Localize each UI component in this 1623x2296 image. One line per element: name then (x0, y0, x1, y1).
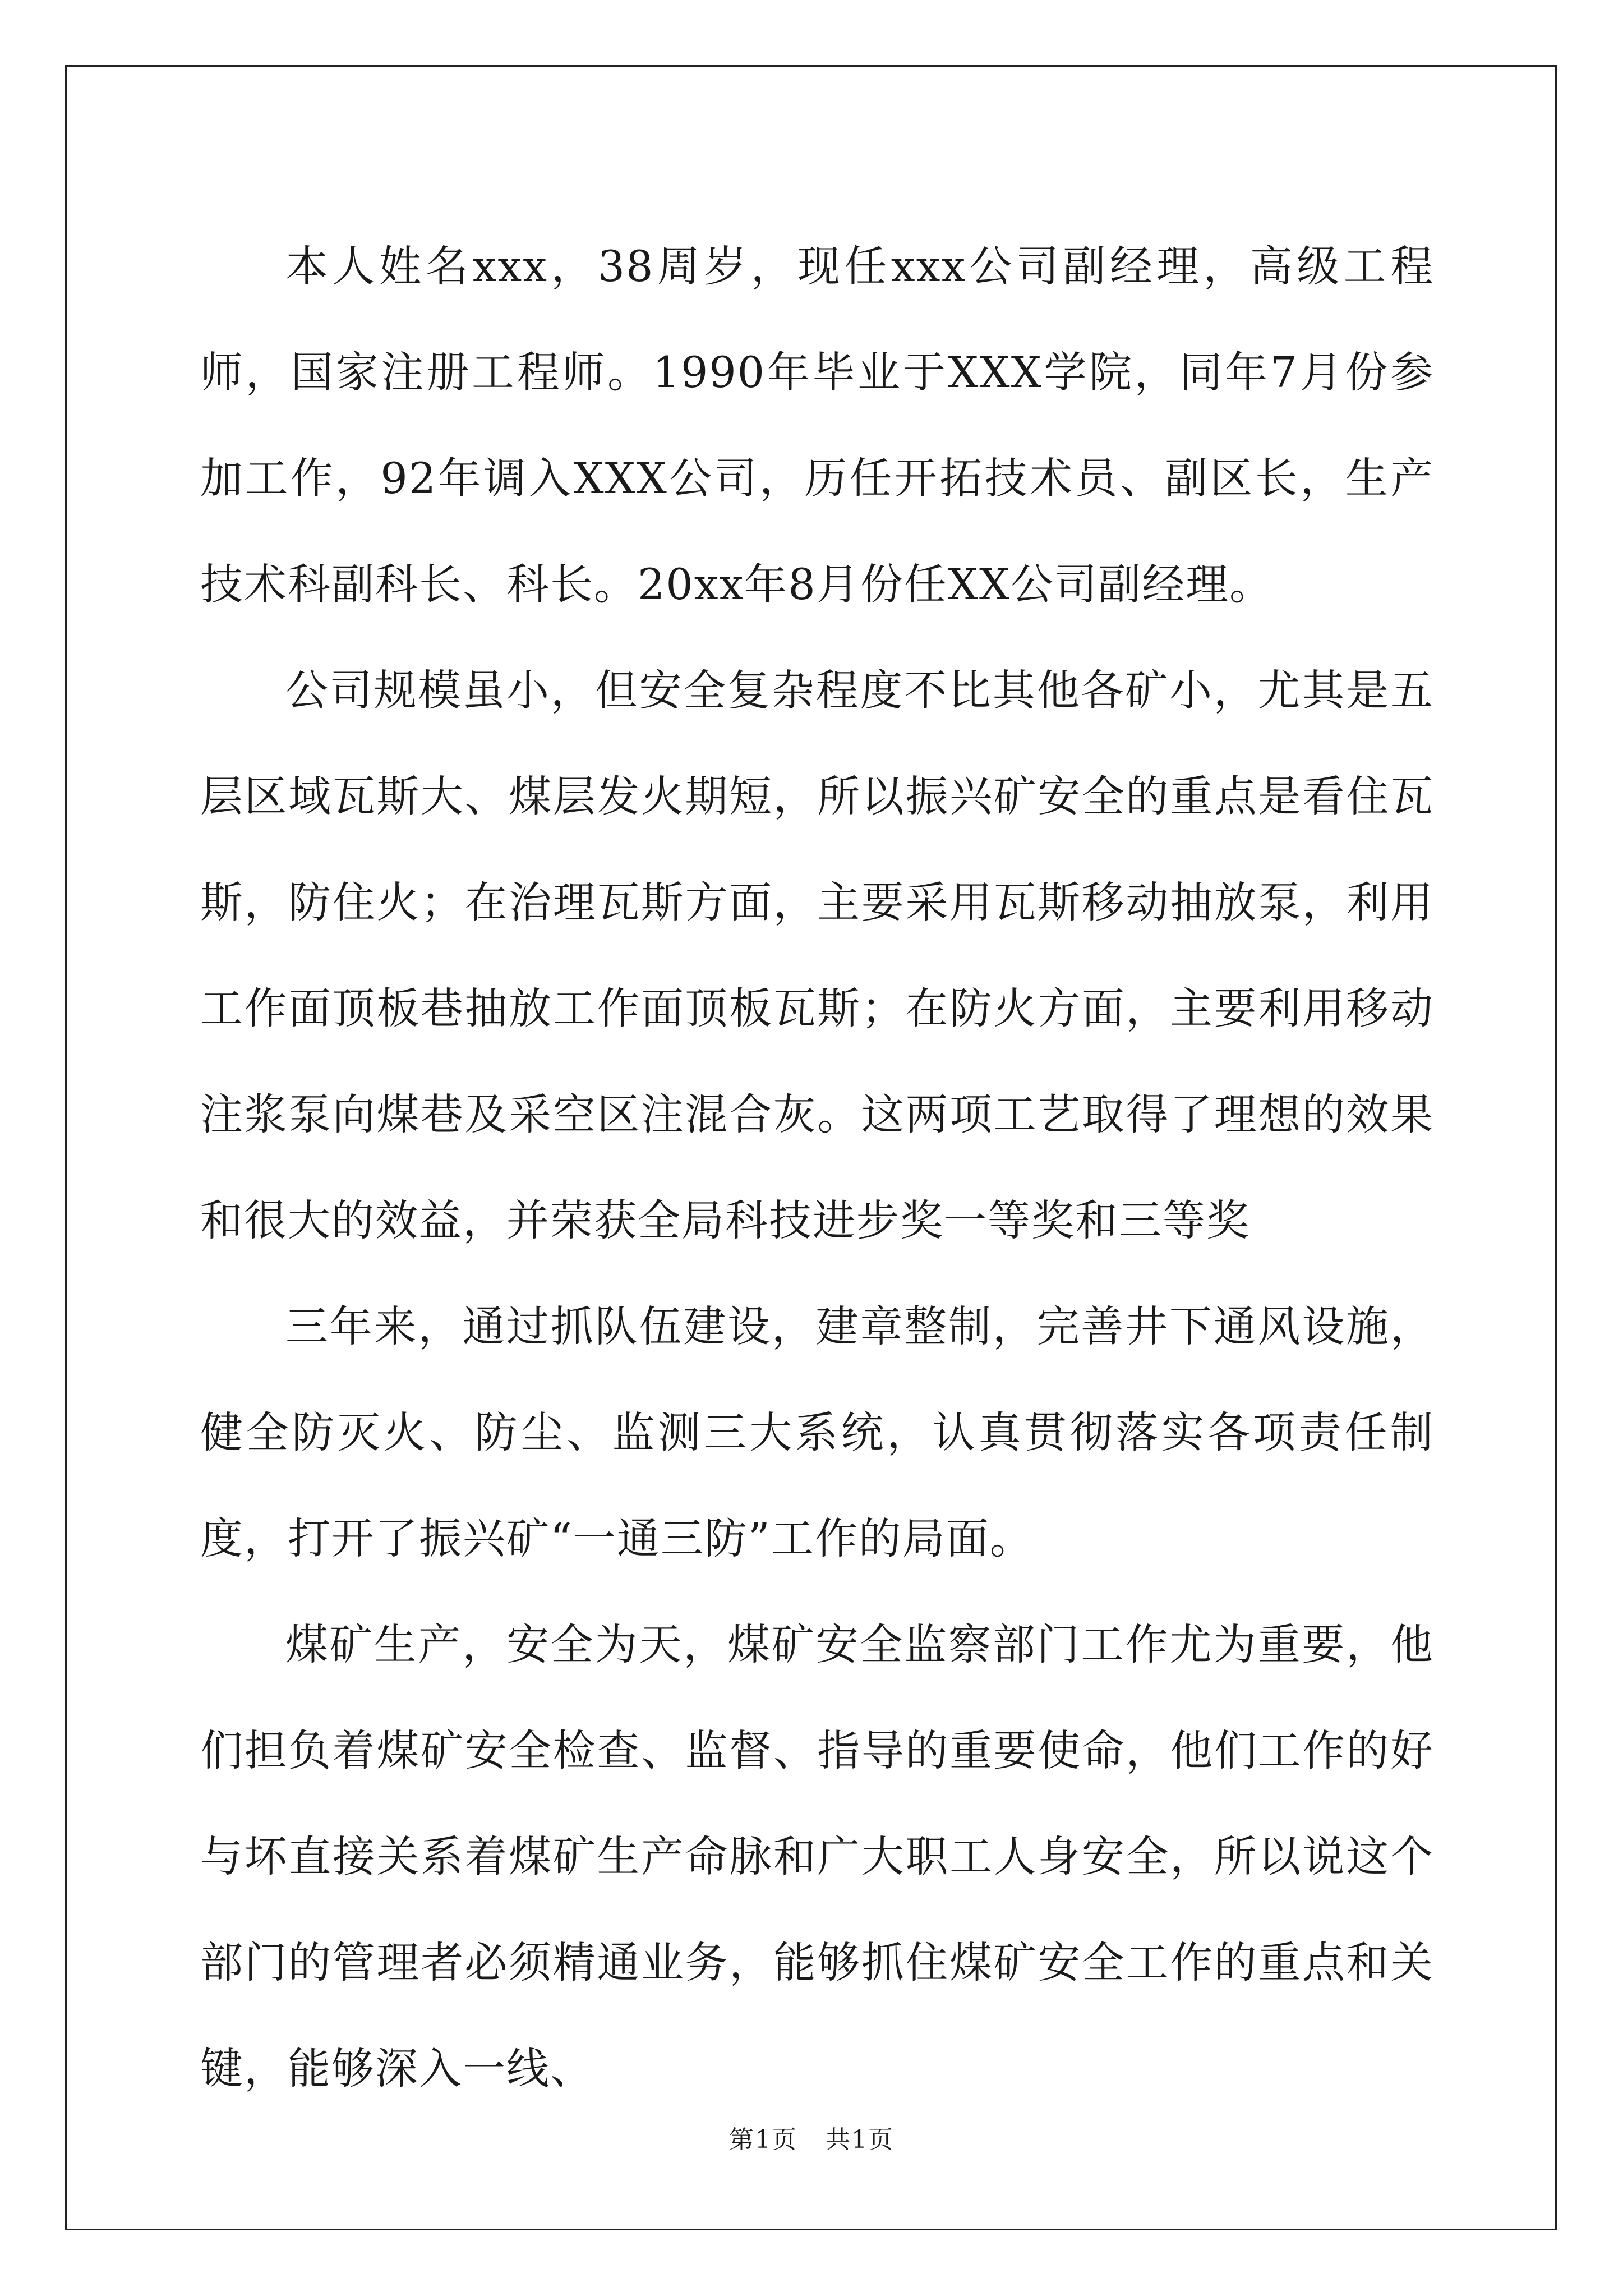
page-number-current: 第1页 (729, 2125, 797, 2154)
page-number-total: 共1页 (826, 2125, 894, 2154)
page-footer (0, 2123, 1623, 2157)
document-body (200, 213, 1434, 2122)
paragraph: 三年来，通过抓队伍建设，建章整制，完善井下通风设施，健全防灭火、防尘、监测三大系统，认真贯彻落实各项责任制度，打开了振兴矿“一通三防”工作的局面。 (200, 1301, 1434, 1563)
paragraph: 公司规模虽小，但安全复杂程度不比其他各矿小，尤其是五层区域瓦斯大、煤层发火期短，所以振兴矿安全的重点是看住瓦斯，防住火；在治理瓦斯方面，主要采用瓦斯移动抽放泵，利用工作面顶板巷抽放工作面顶板瓦斯；在防火方面，主要利用移动注浆泵向煤巷及采空区注混合灰。这两项工艺取得了理想的效果和很大的效益，并荣获全局科技进步奖一等奖和三等奖 (200, 665, 1434, 1245)
paragraph: 煤矿生产，安全为天，煤矿安全监察部门工作尤为重要，他们担负着煤矿安全检查、监督、指导的重要使命，他们工作的好与坏直接关系着煤矿生产命脉和广大职工人身安全，所以说这个部门的管理者必须精通业务，能够抓住煤矿安全工作的重点和关键，能够深入一线、 (200, 1619, 1434, 2093)
paragraph: 本人姓名xxx，38周岁，现任xxx公司副经理，高级工程师，国家注册工程师。1990年毕业于XXX学院，同年7月份参加工作，92年调入XXX公司，历任开拓技术员、副区长，生产技术科副科长、科长。20xx年8月份任XX公司副经理。 (200, 241, 1434, 609)
